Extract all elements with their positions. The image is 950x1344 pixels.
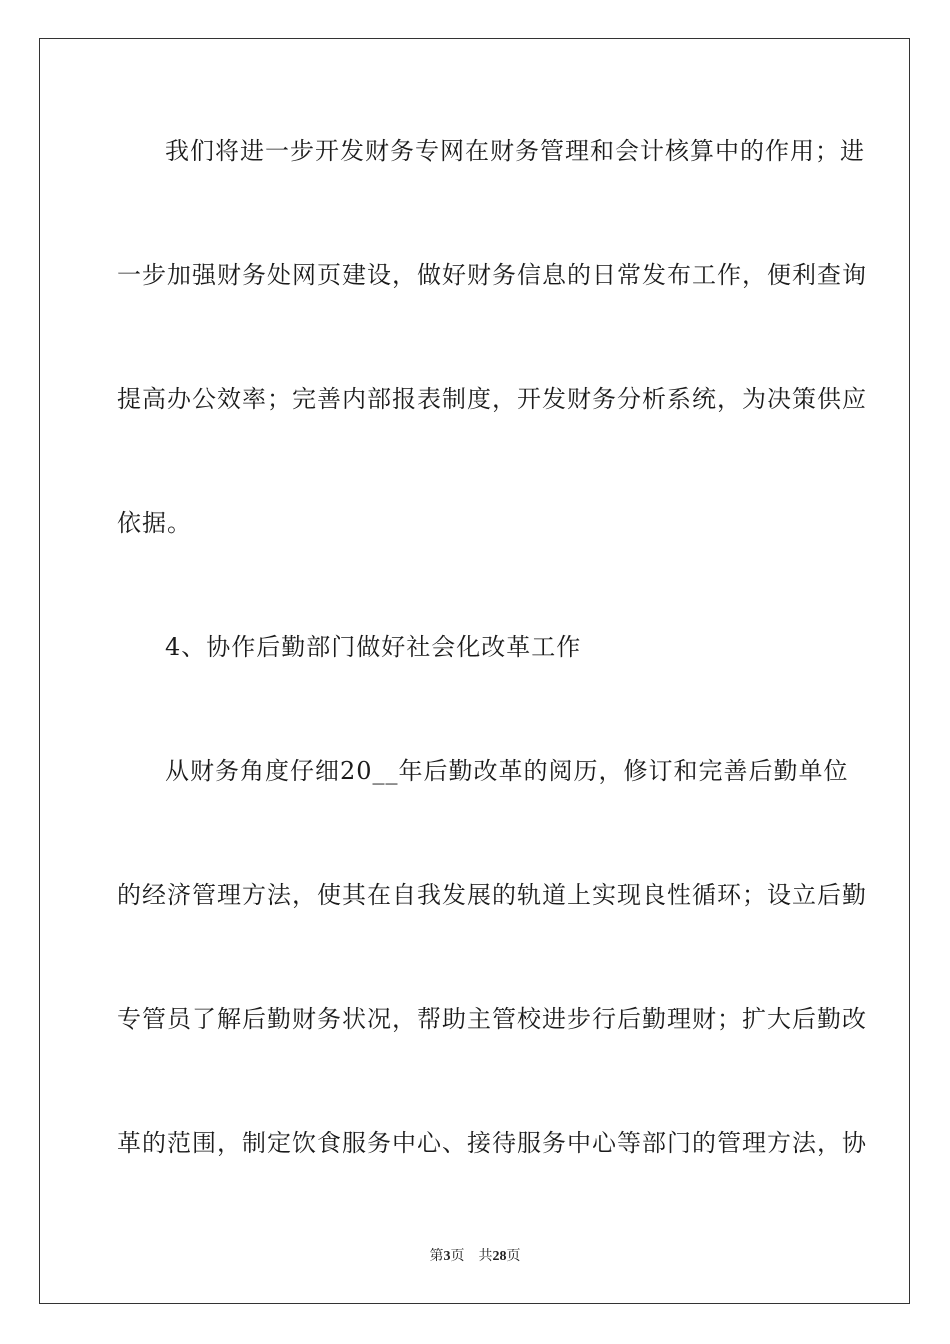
page-suffix: 页: [450, 1249, 465, 1264]
paragraph-line-8: 革的范围，制定饮食服务中心、接待服务中心等部门的管理方法，协: [117, 1129, 867, 1157]
paragraph-line-7: 专管员了解后勤财务状况，帮助主管校进步行后勤理财；扩大后勤改: [117, 1005, 867, 1033]
page-prefix: 第: [429, 1249, 444, 1264]
paragraph-line-1: 我们将进一步开发财务专网在财务管理和会计核算中的作用；进: [165, 137, 865, 165]
total-prefix: 共: [478, 1249, 493, 1264]
paragraph-line-3: 提高办公效率；完善内部报表制度，开发财务分析系统，为决策供应: [117, 385, 867, 413]
paragraph-line-5: 从财务角度仔细20__年后勤改革的阅历，修订和完善后勤单位: [165, 757, 849, 785]
total-suffix: 页: [506, 1249, 521, 1264]
total-pages: 28: [492, 1249, 507, 1264]
paragraph-line-2: 一步加强财务处网页建设，做好财务信息的日常发布工作，便利查询: [117, 261, 867, 289]
section-heading: 4、协作后勤部门做好社会化改革工作: [165, 633, 582, 661]
paragraph-line-4: 依据。: [117, 509, 192, 537]
page-border: [39, 38, 910, 1304]
page-footer: [0, 1248, 950, 1266]
paragraph-line-6: 的经济管理方法，使其在自我发展的轨道上实现良性循环；设立后勤: [117, 881, 867, 909]
page-number: 3: [443, 1249, 451, 1264]
